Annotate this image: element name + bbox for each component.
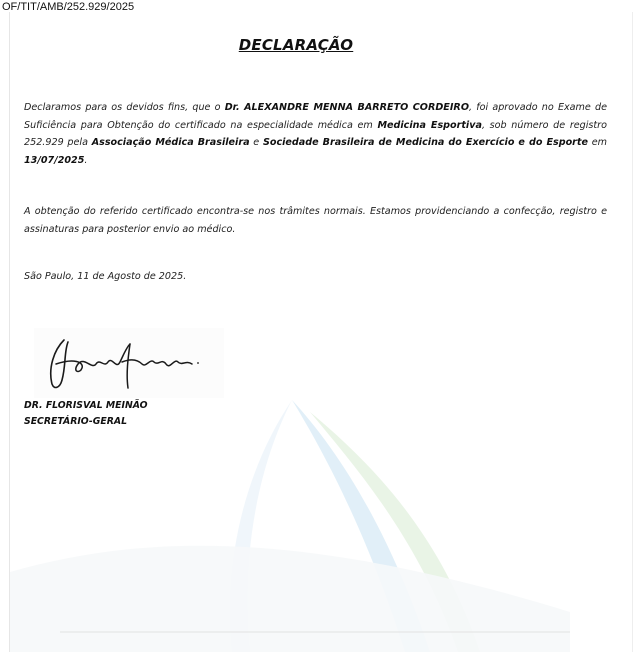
status-paragraph: A obtenção do referido certificado encontra-se nos trâmites normais. Estamos providenciando a confecção, registro e assinaturas para posterior envio ao médico.: [24, 206, 607, 235]
signer-role: SECRETÁRIO-GERAL: [24, 416, 128, 427]
doctor-name: Dr. ALEXANDRE MENNA BARRETO CORDEIRO: [224, 102, 469, 113]
paragraph-text: e: [249, 137, 263, 149]
place-and-date: São Paulo, 11 de Agosto de 2025.: [24, 271, 187, 282]
paragraph-text: em: [588, 137, 607, 149]
signer-name: DR. FLORISVAL MEINÃO: [24, 400, 148, 411]
specialty-name: Medicina Esportiva: [377, 119, 482, 131]
exam-date: 13/07/2025: [24, 154, 85, 166]
handwritten-signature: [34, 328, 224, 398]
organization-name: Sociedade Brasileira de Medicina do Exercício e do Esporte: [262, 137, 588, 149]
organization-name: Associação Médica Brasileira: [91, 137, 250, 149]
document-reference-number: OF/TIT/AMB/252.929/2025: [2, 1, 135, 13]
declaration-paragraph: [24, 99, 607, 169]
paragraph-text: , foi aprovado no Exame de Suficiência para Obtenção do certificado na especialidade médica em: [24, 102, 607, 131]
paragraph-text: .: [84, 154, 88, 166]
page-title: DECLARAÇÃO: [238, 36, 354, 54]
paragraph-text: Declaramos para os devidos fins, que o: [24, 102, 225, 113]
paragraph-text: , sob número de registro 252.929 pela: [24, 119, 607, 149]
